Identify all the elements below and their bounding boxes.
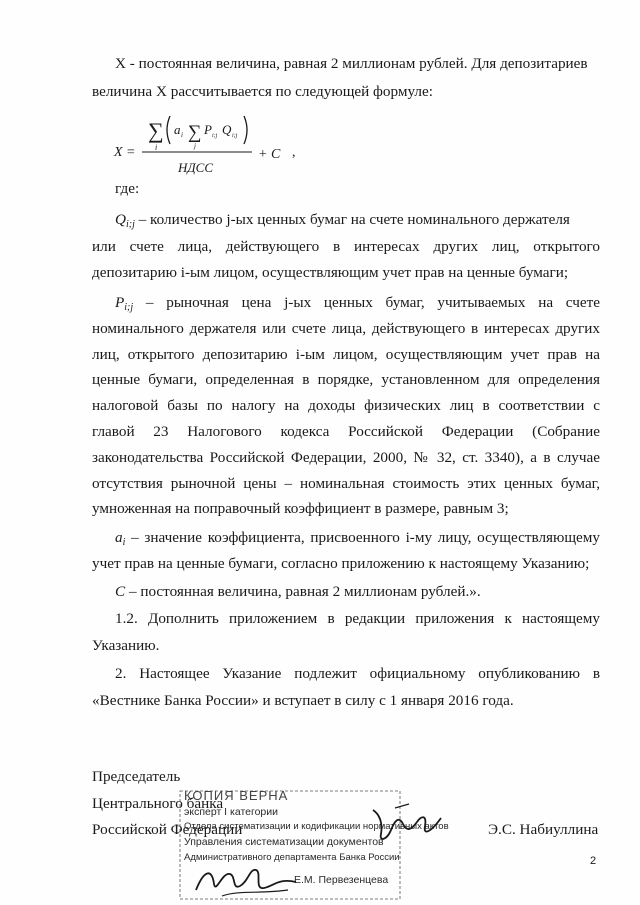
stamp-line-2: эксперт I категории <box>184 806 278 818</box>
q-def-text-1: – количество j-ых ценных бумаг на счете номинального держателя <box>138 211 570 228</box>
signatory-title-3: Российской Федерации <box>92 821 243 838</box>
formula-outer-sum: ∑ <box>148 118 164 143</box>
a-symbol: a <box>115 529 123 546</box>
formula-Q: Q <box>222 122 232 137</box>
formula-Q-sub: i;j <box>232 133 238 139</box>
page-number: 2 <box>590 855 597 867</box>
chairman-signature-icon <box>365 800 445 850</box>
where-label: где: <box>115 180 140 197</box>
intro-line-2: величина X рассчитывается по следующей формуле: <box>92 83 433 100</box>
q-symbol: Q <box>115 211 126 228</box>
item-2-line-2: «Вестнике Банка России» и вступает в силу с 1 января 2016 года. <box>92 692 514 709</box>
stamp-line-6: Е.М. Первезенцева <box>294 874 389 886</box>
formula-a-sub: i <box>181 131 183 139</box>
signatory-title-2: Центрального банка <box>92 795 224 812</box>
stamp-signature-icon <box>192 860 302 900</box>
formula-sum-index-j: j <box>194 142 196 150</box>
formula-denominator: НДСС <box>178 160 214 175</box>
formula-P-sub: i;j <box>212 133 218 139</box>
p-definition-line-5: налоговой базы по налогу на доходы физических лиц в соответствии с <box>92 397 600 414</box>
a-definition-line-1 <box>115 529 600 552</box>
p-definition-line-3: лиц, открытого депозитарию i-ым лицом, осуществляющим учет прав на <box>92 346 600 363</box>
formula-lhs: X = <box>114 145 136 160</box>
c-symbol: C <box>115 583 126 600</box>
p-definition-line-1 <box>115 294 600 317</box>
p-subscript: i;j <box>124 302 134 313</box>
stamp-line-5: Административного департамента Банка России <box>184 852 400 863</box>
formula-sum-index-i: i <box>155 143 158 152</box>
p-definition-line-6: главой 23 Налогового кодекса Российской Федерации (Собрание <box>92 423 600 440</box>
formula <box>112 108 342 180</box>
a-def-text-1: – значение коэффициента, присвоенного i-му лицу, осуществляющему <box>131 529 600 546</box>
p-definition-line-4: ценные бумаги, определенная в порядке, установленном для определения <box>92 371 600 388</box>
p-def-text-1: – рыночная цена j-ых ценных бумаг, учитываемых на счете <box>145 294 600 311</box>
q-subscript: i;j <box>125 219 135 230</box>
formula-P: P <box>204 122 212 137</box>
stamp-line-1: КОПИЯ ВЕРНА <box>184 788 289 803</box>
p-definition-line-9: умноженная на поправочный коэффициент в размере, равным 3; <box>92 500 509 517</box>
formula-comma: , <box>292 145 296 160</box>
signatory-name: Э.С. Набиуллина <box>488 821 599 838</box>
a-definition-line-2: учет прав на ценные бумаги, согласно приложению к настоящему Указанию; <box>92 555 590 572</box>
item-1-2-line-2: Указанию. <box>92 637 160 654</box>
intro-line-1: X - постоянная величина, равная 2 миллионам рублей. Для депозитариев <box>115 55 588 72</box>
p-symbol: P <box>115 294 125 311</box>
q-definition-line-1 <box>115 211 600 234</box>
q-definition-line-3: депозитарию i-ым лицом, осуществляющим учет прав на ценные бумаги; <box>92 264 569 281</box>
item-2-line-1: 2. Настоящее Указание подлежит официальному опубликованию в <box>115 665 600 682</box>
c-def-text-1: – постоянная величина, равная 2 миллионам рублей.». <box>128 583 481 600</box>
q-definition-line-2: или счете лица, действующего в интересах других лиц, открытого <box>92 238 600 255</box>
stamp-line-4: Управления систематизации документов <box>184 836 384 848</box>
formula-inner-sum: ∑ <box>188 122 202 143</box>
a-subscript: i <box>122 537 126 548</box>
formula-plus-c: + C <box>258 147 281 162</box>
p-definition-line-8: отсутствия рыночной цены – номинальная стоимость этих ценных бумаг, <box>92 475 600 492</box>
stamp-line-3: Отдела систематизации и кодификации нормативных актов <box>184 821 449 832</box>
p-definition-line-7: законодательства Российской Федерации, 2000, № 32, ст. 3340), а в случае <box>92 449 600 466</box>
c-definition-line-1 <box>115 583 481 601</box>
p-definition-line-2: номинального держателя или счете лица, действующего в интересах других <box>92 320 600 337</box>
signatory-title-1: Председатель <box>92 768 181 785</box>
item-1-2-line-1: 1.2. Дополнить приложением в редакции приложения к настоящему <box>115 610 600 627</box>
formula-a: a <box>174 122 181 137</box>
